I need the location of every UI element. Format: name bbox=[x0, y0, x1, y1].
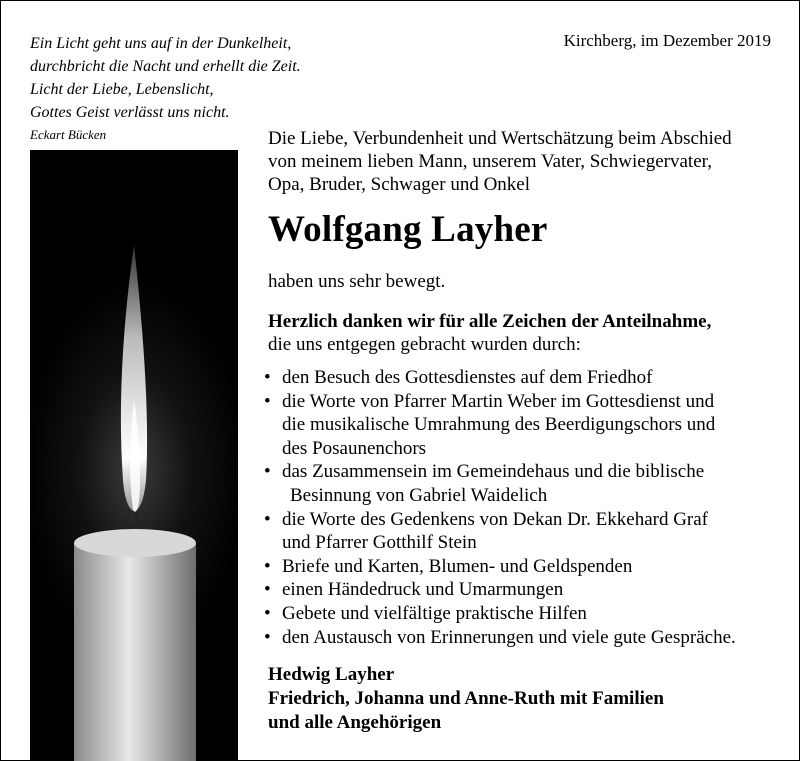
intro-text bbox=[268, 127, 788, 196]
bullet-icon: • bbox=[264, 508, 271, 530]
list-item bbox=[264, 366, 794, 390]
list-item-line: Briefe und Karten, Blumen- und Geldspenden bbox=[282, 555, 633, 577]
poem-line: durchbricht die Nacht und erhellt die Zeit. bbox=[30, 58, 301, 75]
intro-line: Die Liebe, Verbundenheit und Wertschätzung beim Abschied bbox=[268, 128, 732, 149]
list-item bbox=[264, 460, 794, 507]
thanks-list bbox=[264, 366, 794, 649]
bullet-icon: • bbox=[264, 579, 271, 601]
list-item-line: die musikalische Umrahmung des Beerdigungschors und bbox=[282, 414, 716, 436]
list-item bbox=[264, 602, 794, 626]
signature-line: und alle Angehörigen bbox=[268, 712, 442, 733]
poem-line: Gottes Geist verlässt uns nicht. bbox=[30, 104, 230, 121]
place-date: Kirchberg, im Dezember 2019 bbox=[563, 31, 771, 50]
signature-line: Friedrich, Johanna und Anne-Ruth mit Familien bbox=[268, 688, 664, 709]
signature bbox=[268, 663, 664, 735]
bullet-icon: • bbox=[264, 390, 271, 412]
list-item-line: die Worte von Pfarrer Martin Weber im Gottesdienst und bbox=[282, 390, 715, 412]
list-item-line: das Zusammensein im Gemeindehaus und die biblische bbox=[282, 461, 705, 483]
list-item-line: des Posaunenchors bbox=[282, 437, 427, 459]
deceased-name: Wolfgang Layher bbox=[268, 209, 548, 250]
list-item-line: den Austausch von Erinnerungen und viele gute Gespräche. bbox=[282, 626, 736, 648]
list-item bbox=[264, 555, 794, 579]
poem-author: Eckart Bücken bbox=[30, 127, 107, 142]
list-item bbox=[264, 578, 794, 602]
signature-line: Hedwig Layher bbox=[268, 664, 395, 685]
list-item bbox=[264, 508, 794, 555]
poem-line: Ein Licht geht uns auf in der Dunkelheit, bbox=[30, 35, 292, 52]
list-item-line: Gebete und vielfältige praktische Hilfen bbox=[282, 602, 587, 624]
bullet-icon: • bbox=[264, 555, 271, 577]
moved-text: haben uns sehr bewegt. bbox=[268, 271, 446, 292]
thanks-block bbox=[268, 310, 788, 356]
poem-line: Licht der Liebe, Lebenslicht, bbox=[30, 81, 214, 98]
list-item bbox=[264, 390, 794, 461]
thanks-heading: Herzlich danken wir für alle Zeichen der Anteilnahme, bbox=[268, 311, 712, 332]
bullet-icon: • bbox=[264, 626, 271, 648]
candle-icon bbox=[30, 150, 238, 761]
list-item-line: einen Händedruck und Umarmungen bbox=[282, 579, 564, 601]
list-item bbox=[264, 626, 794, 650]
bullet-icon: • bbox=[264, 602, 271, 624]
list-item-line: den Besuch des Gottesdienstes auf dem Friedhof bbox=[282, 367, 653, 388]
bullet-icon: • bbox=[264, 367, 271, 388]
list-item-line: und Pfarrer Gotthilf Stein bbox=[282, 532, 477, 554]
thanks-subline: die uns entgegen gebracht wurden durch: bbox=[268, 334, 581, 355]
list-item-line: Besinnung von Gabriel Waidelich bbox=[290, 484, 548, 506]
poem bbox=[30, 32, 301, 144]
bullet-icon: • bbox=[264, 461, 271, 483]
intro-line: von meinem lieben Mann, unserem Vater, Schwiegervater, bbox=[268, 151, 712, 172]
list-item-line: die Worte des Gedenkens von Dekan Dr. Ekkehard Graf bbox=[282, 508, 709, 530]
intro-line: Opa, Bruder, Schwager und Onkel bbox=[268, 174, 531, 195]
